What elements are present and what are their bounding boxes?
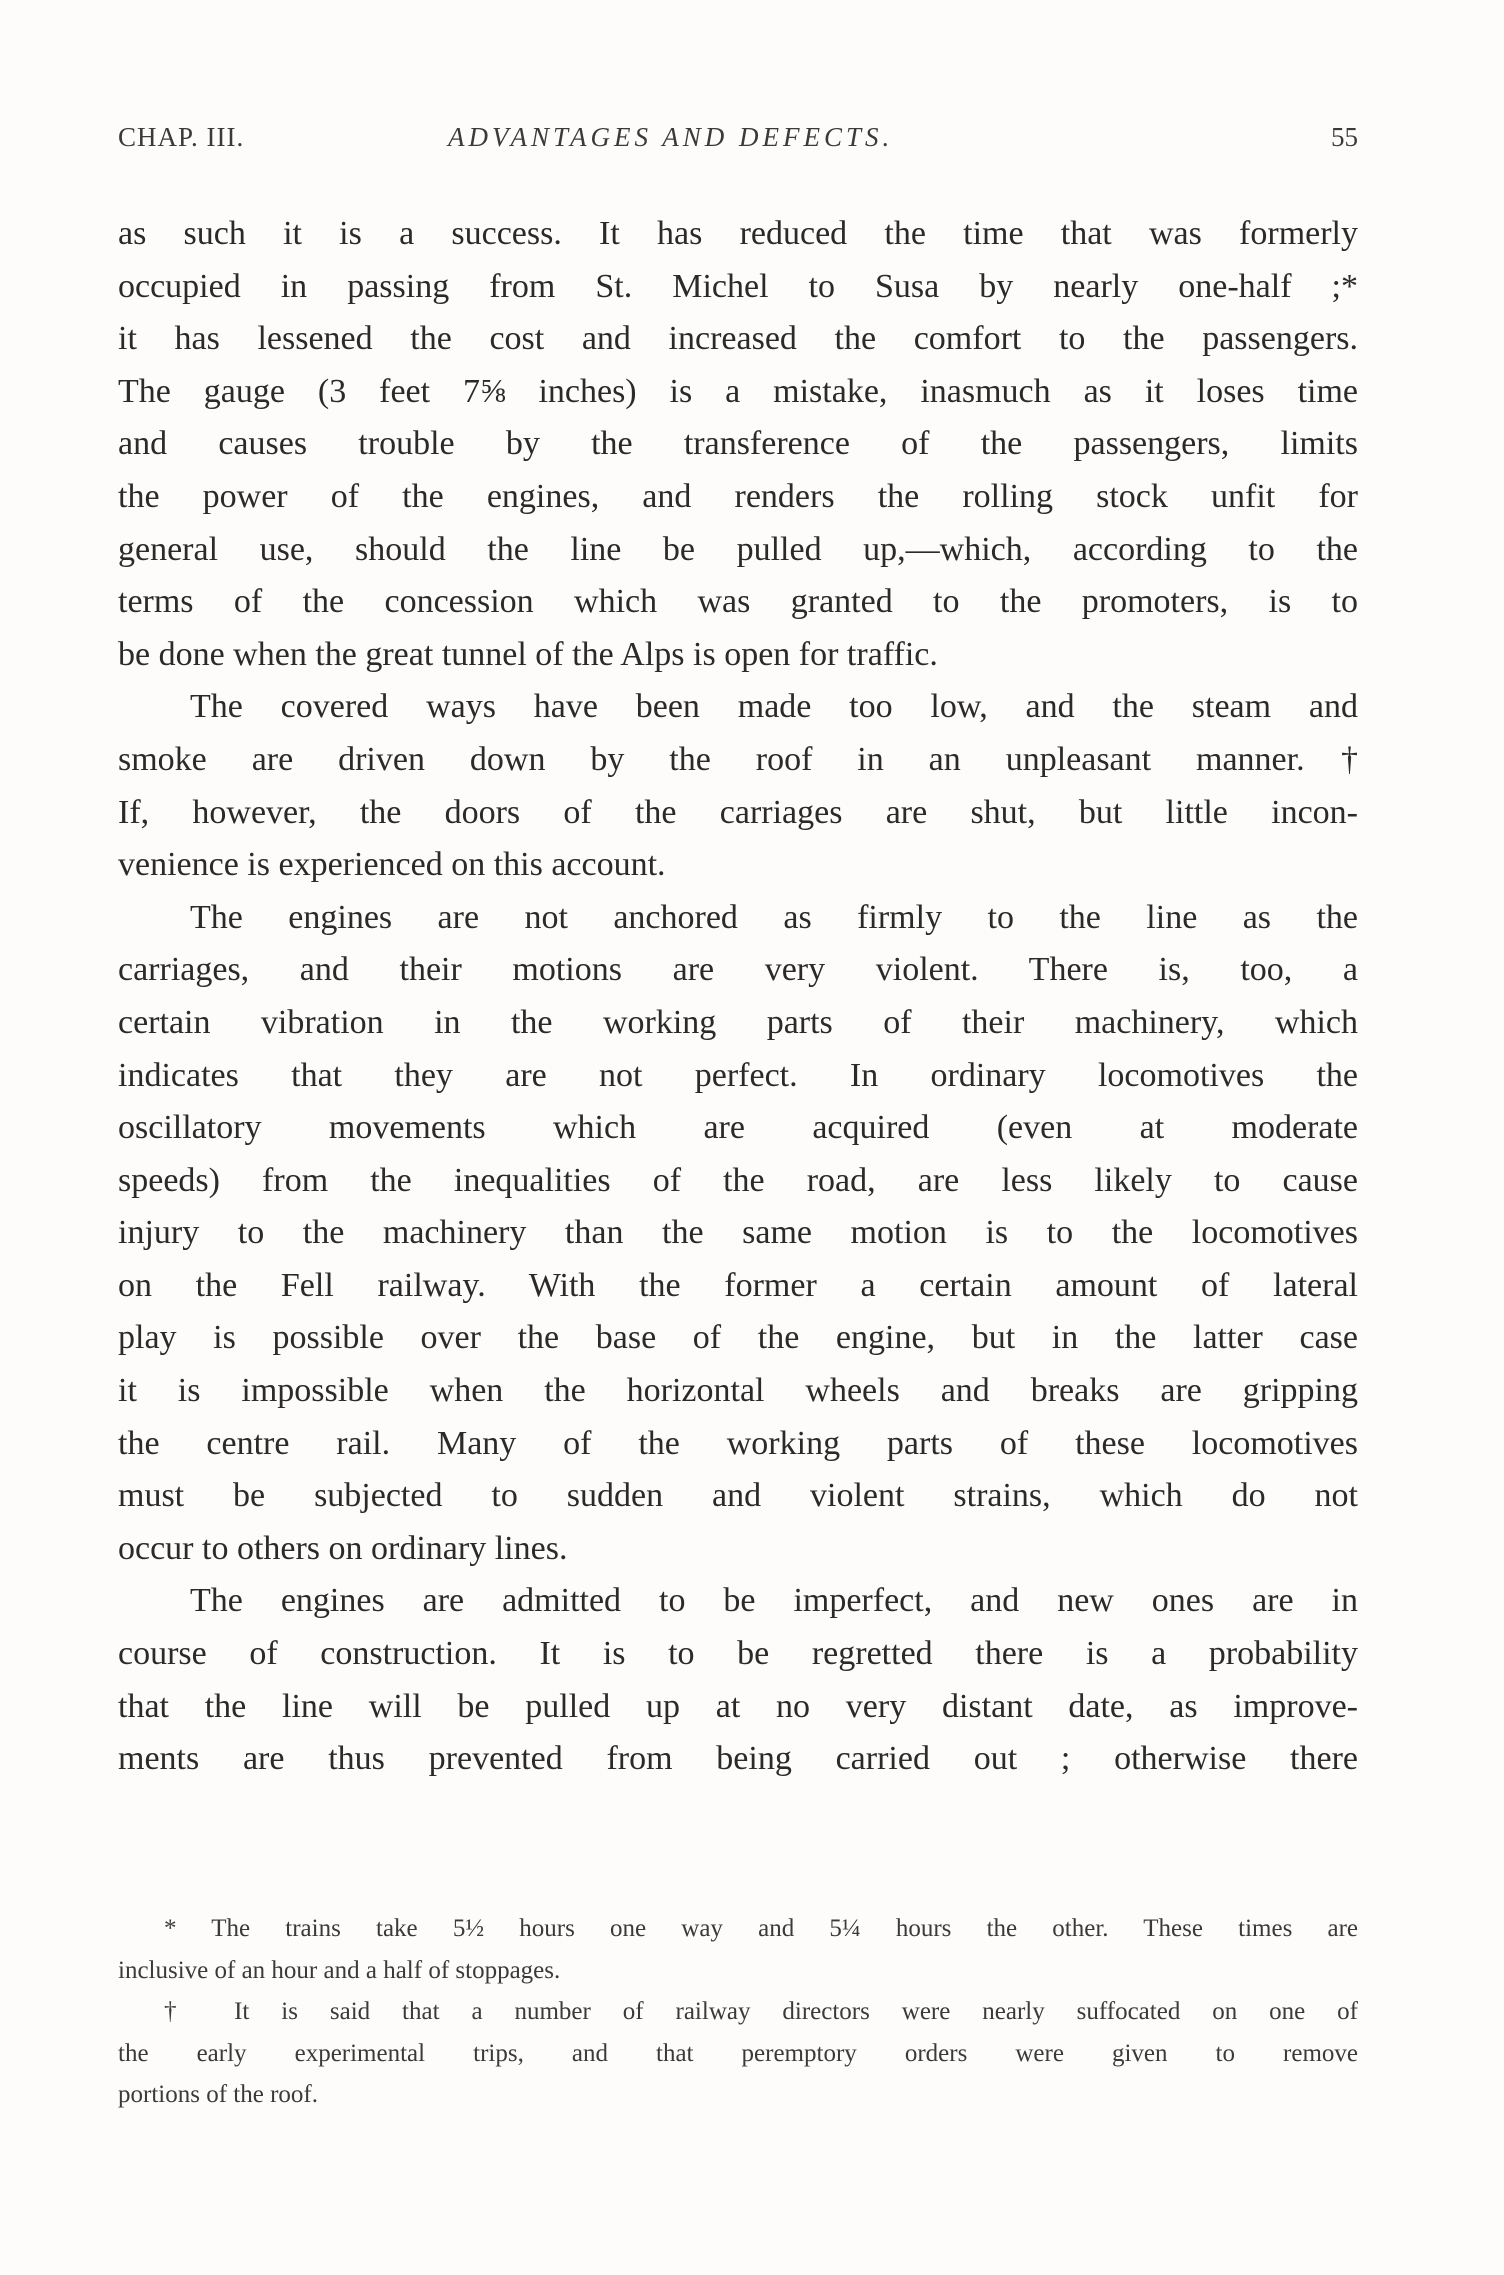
text-line: must be subjected to sudden and violent strains, which do not bbox=[118, 1477, 1358, 1515]
text-line: If, however, the doors of the carriages are shut, but little incon- bbox=[118, 793, 1358, 831]
page-number: 55 bbox=[1331, 122, 1358, 152]
text-line: general use, should the line be pulled up,—which, according to the bbox=[118, 530, 1358, 568]
text-line: injury to the machinery than the same motion is to the locomotives bbox=[118, 1214, 1358, 1252]
text-line: The gauge (3 feet 7⅝ inches) is a mistake, inasmuch as it loses time bbox=[118, 372, 1358, 410]
text-line: venience is experienced on this account. bbox=[118, 846, 666, 884]
text-line: occur to others on ordinary lines. bbox=[118, 1529, 568, 1567]
text-line: the centre rail. Many of the working parts of these locomotives bbox=[118, 1424, 1358, 1462]
running-title: ADVANTAGES AND DEFECTS. bbox=[448, 122, 894, 152]
footnote-line: the early experimental trips, and that peremptory orders were given to remove bbox=[118, 2039, 1358, 2067]
text-line: certain vibration in the working parts of their machinery, which bbox=[118, 1003, 1358, 1041]
footnote-line: portions of the roof. bbox=[118, 2081, 318, 2108]
text-line: course of construction. It is to be regretted there is a probability bbox=[118, 1635, 1358, 1673]
text-line: The engines are not anchored as firmly to the line as the bbox=[190, 898, 1358, 936]
text-line: The engines are admitted to be imperfect, and new ones are in bbox=[190, 1582, 1358, 1620]
text-line: on the Fell railway. With the former a certain amount of lateral bbox=[118, 1266, 1358, 1304]
text-line: smoke are driven down by the roof in an unpleasant manner.† bbox=[118, 740, 1358, 778]
footnote-line: † It is said that a number of railway directors were nearly suffocated on one of bbox=[164, 1998, 1358, 2025]
text-line: occupied in passing from St. Michel to Susa by nearly one-half ;* bbox=[118, 267, 1358, 305]
text-line: it is impossible when the horizontal wheels and breaks are gripping bbox=[118, 1372, 1358, 1410]
body-text bbox=[118, 208, 1358, 1786]
running-head bbox=[118, 122, 1358, 162]
footnote-line: inclusive of an hour and a half of stoppages. bbox=[118, 1956, 561, 1984]
text-line: ments are thus prevented from being carried out ; otherwise there bbox=[118, 1740, 1358, 1778]
text-line: it has lessened the cost and increased the comfort to the passengers. bbox=[118, 320, 1358, 358]
text-line: and causes trouble by the transference of the passengers, limits bbox=[118, 425, 1358, 463]
chapter-label: CHAP. III. bbox=[118, 122, 245, 152]
text-line: be done when the great tunnel of the Alps is open for traffic. bbox=[118, 635, 938, 673]
text-line: speeds) from the inequalities of the road, are less likely to cause bbox=[118, 1161, 1358, 1199]
text-line: The covered ways have been made too low, and the steam and bbox=[190, 688, 1358, 726]
text-line: play is possible over the base of the engine, but in the latter case bbox=[118, 1319, 1358, 1357]
text-line: carriages, and their motions are very violent. There is, too, a bbox=[118, 951, 1358, 989]
text-line: terms of the concession which was granted to the promoters, is to bbox=[118, 583, 1358, 621]
text-line: the power of the engines, and renders the rolling stock unfit for bbox=[118, 477, 1358, 515]
footnotes bbox=[118, 1908, 1358, 2116]
text-line: oscillatory movements which are acquired (even at moderate bbox=[118, 1109, 1358, 1147]
text-line: indicates that they are not perfect. In ordinary locomotives the bbox=[118, 1056, 1358, 1094]
text-line: as such it is a success. It has reduced the time that was formerly bbox=[118, 215, 1358, 252]
text-line: that the line will be pulled up at no very distant date, as improve- bbox=[118, 1687, 1358, 1725]
footnote-line: * The trains take 5½ hours one way and 5¼ hours the other. These times are bbox=[164, 1915, 1358, 1942]
